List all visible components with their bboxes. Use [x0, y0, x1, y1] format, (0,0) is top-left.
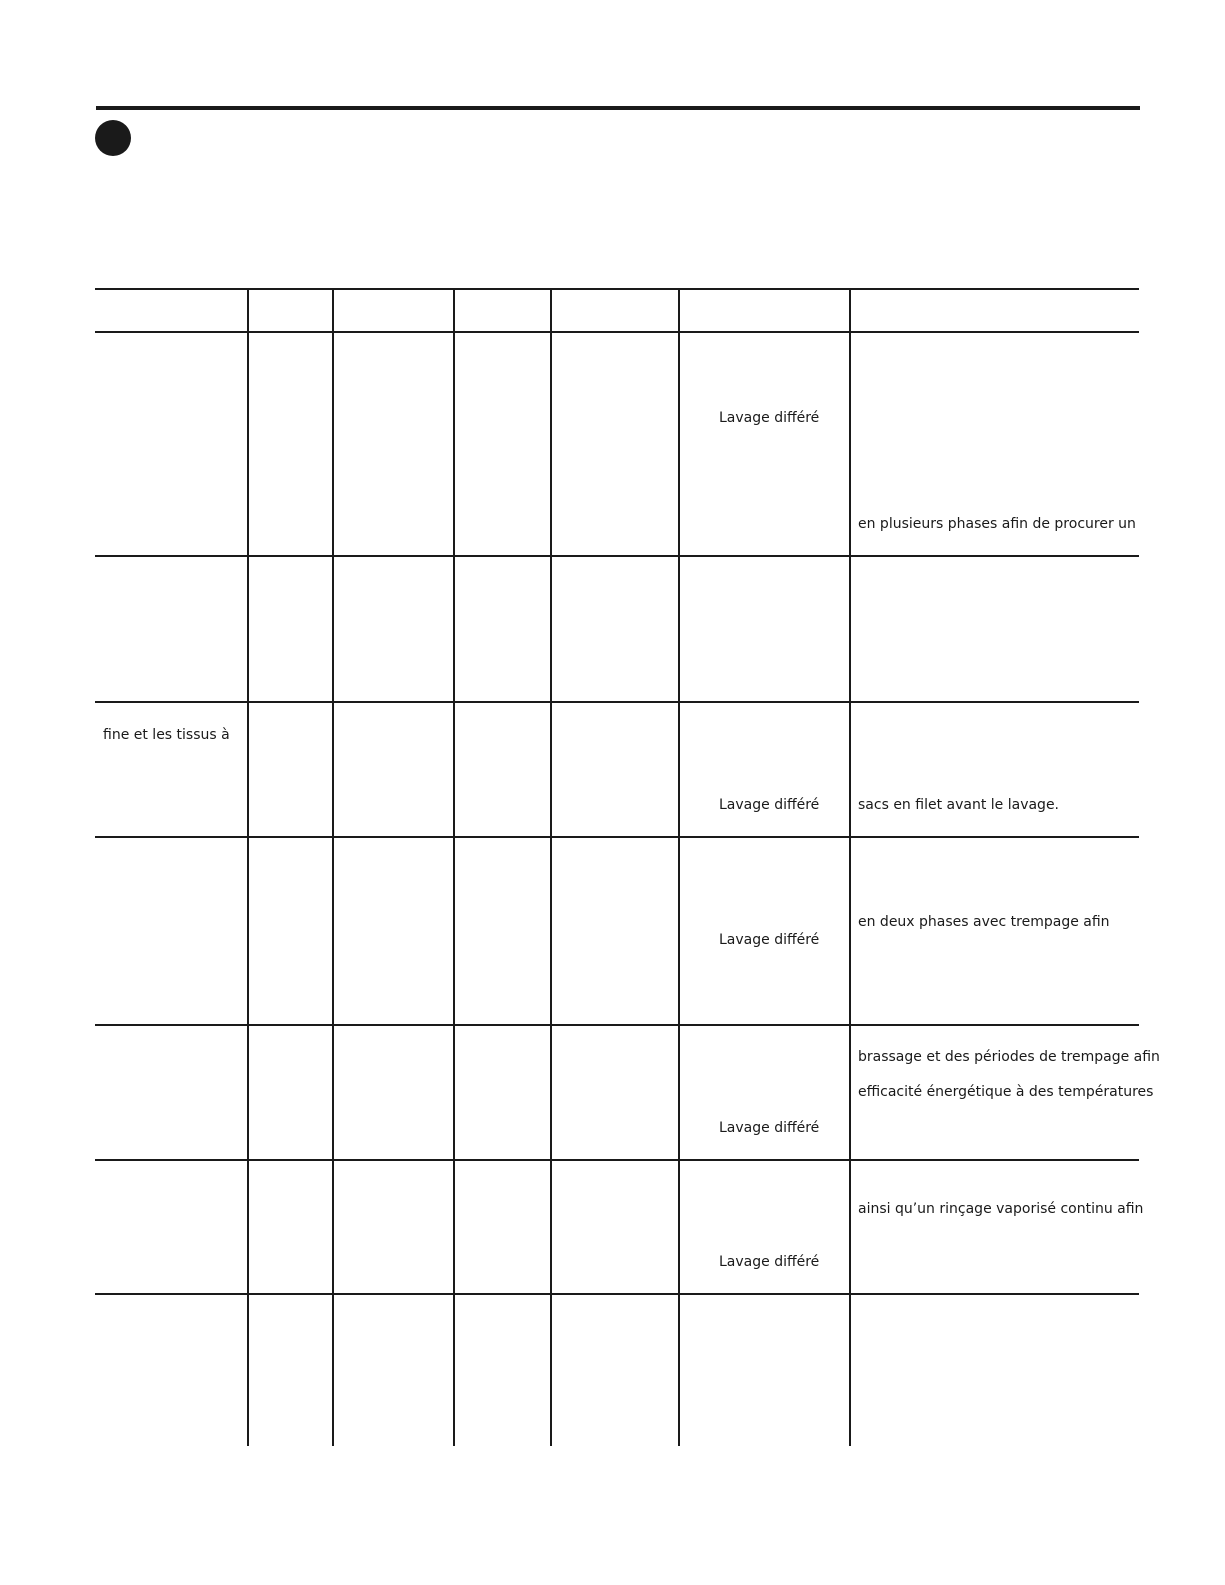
top-rule [96, 106, 1140, 110]
cycle-description: efficacité énergétique à des températures [858, 1084, 1154, 1100]
row-divider [95, 836, 1139, 838]
row-divider [95, 701, 1139, 703]
column-divider [332, 288, 334, 1446]
row-divider [95, 1159, 1139, 1161]
column-divider [453, 288, 455, 1446]
cycle-description: ainsi qu’un rinçage vaporisé continu afin [858, 1201, 1144, 1217]
delay-wash-label: Lavage différé [719, 1254, 820, 1270]
row-divider [95, 1293, 1139, 1295]
section-bullet [95, 120, 131, 156]
column-divider [550, 288, 552, 1446]
table-top-rule [95, 288, 1139, 290]
delay-wash-label: Lavage différé [719, 410, 820, 426]
row-divider [95, 1024, 1139, 1026]
delay-wash-label: Lavage différé [719, 932, 820, 948]
cycle-description: brassage et des périodes de trempage afin [858, 1049, 1160, 1065]
column-divider [849, 288, 851, 1446]
header-bottom-rule [95, 331, 1139, 333]
cycle-description: en deux phases avec trempage afin [858, 914, 1110, 930]
cycle-description: en plusieurs phases afin de procurer un [858, 516, 1136, 532]
row-divider [95, 555, 1139, 557]
fabric-type-text: fine et les tissus à [103, 727, 230, 743]
cycle-description: sacs en filet avant le lavage. [858, 797, 1060, 813]
column-divider [247, 288, 249, 1446]
column-divider [678, 288, 680, 1446]
delay-wash-label: Lavage différé [719, 1120, 820, 1136]
delay-wash-label: Lavage différé [719, 797, 820, 813]
